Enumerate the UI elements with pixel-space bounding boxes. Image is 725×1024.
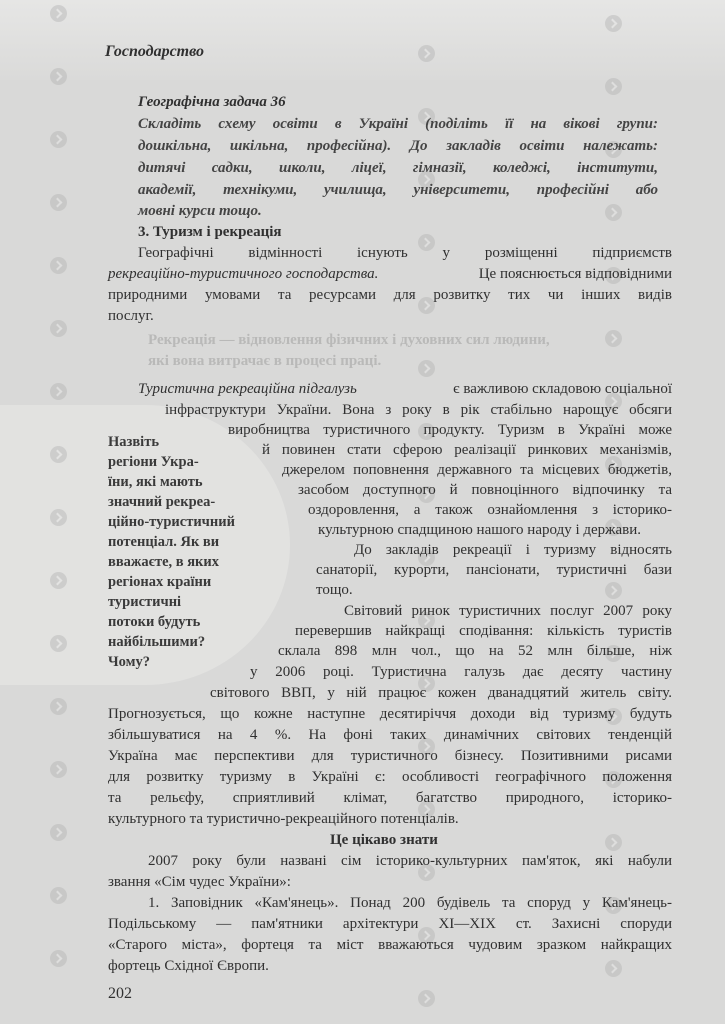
task-line: мовні курси тощо. xyxy=(138,203,262,219)
text-line: та рельєфу, сприятливий клімат, багатство природного, історико- xyxy=(108,790,672,806)
text-line: Україна має перспективи для туристичного бізнесу. Позитивними рисами xyxy=(108,748,672,764)
text-line: світового ВВП, у ній працює кожен дванадцятий житель світу. xyxy=(210,685,672,701)
sidebar-question-line: їни, які мають xyxy=(108,474,203,490)
text-line: оздоровлення, а також ознайомлення з історико- xyxy=(308,502,672,518)
text-line: До закладів рекреації і туризму відносять xyxy=(354,542,672,558)
watermark-logo-icon xyxy=(50,194,67,211)
text-line: тощо. xyxy=(316,582,353,598)
text-line: культурного та туристично-рекреаційного потенціалів. xyxy=(108,811,459,827)
watermark-logo-icon xyxy=(605,204,622,221)
watermark-logo-icon xyxy=(50,131,67,148)
watermark-logo-icon xyxy=(50,824,67,841)
text-line: й повинен стати сферою реалізації ринкових механізмів, xyxy=(262,442,672,458)
italic-term: рекреаційно-туристичного господарства. xyxy=(108,266,379,282)
fact-line: 2007 року були названі сім історико-культурних пам'яток, які набули xyxy=(148,853,672,869)
watermark-logo-icon xyxy=(50,950,67,967)
text-span: є важливою складовою соціальної xyxy=(453,381,672,397)
fact-line: фортець Східної Європи. xyxy=(108,958,269,974)
watermark-logo-icon xyxy=(418,360,435,377)
text-line: Прогнозується, що кожне наступне десятиріччя доходи від туризму будуть xyxy=(108,706,672,722)
sidebar-question-line: потоки будуть xyxy=(108,614,201,630)
sidebar-question-line: ційно-туристичний xyxy=(108,514,235,530)
text-line: виробництва туристичного продукту. Туризм в Україні може xyxy=(228,422,672,438)
watermark-logo-icon xyxy=(605,582,622,599)
fact-line: «Старого міста», фортеця та міст вважаються чудовим зразком найкращих xyxy=(108,937,672,953)
watermark-logo-icon xyxy=(50,887,67,904)
text-line: для розвитку туризму в Україні є: особливості географічного положення xyxy=(108,769,672,785)
sidebar-question-line: регіонах країни xyxy=(108,574,212,590)
text-line: санаторії, курорти, пансіонати, туристичні бази xyxy=(316,562,672,578)
watermark-logo-icon xyxy=(50,383,67,400)
task-line: академії, технікуми, училища, університети, професійні або xyxy=(138,182,658,198)
italic-term: Туристична рекреаційна підгалузь xyxy=(138,381,357,397)
watermark-logo-icon xyxy=(50,257,67,274)
text-line xyxy=(138,379,672,399)
task-line: дошкільна, шкільна, професійна). До закладів освіти належать: xyxy=(138,138,658,154)
header-band xyxy=(0,0,725,80)
watermark-logo-icon xyxy=(605,330,622,347)
text-line: засобом доступного й повноцінного відпочинку та xyxy=(298,482,672,498)
fact-heading: Це цікаво знати xyxy=(330,832,438,848)
fact-line: 1. Заповідник «Кам'янець». Понад 200 будівель та споруд у Кам'янець- xyxy=(148,895,672,911)
sidebar-question-line: вважаєте, в яких xyxy=(108,554,220,570)
task-line: Складіть схему освіти в Україні (поділіть її на вікові групи: xyxy=(138,116,658,132)
watermark-logo-icon xyxy=(605,78,622,95)
section-heading: 3. Туризм і рекреація xyxy=(138,224,282,240)
text-line: Світовий ринок туристичних послуг 2007 року xyxy=(344,603,672,619)
watermark-logo-icon xyxy=(50,761,67,778)
sidebar-question-line: значний рекреа- xyxy=(108,494,216,510)
text-line: джерелом поповнення державного та місцевих бюджетів, xyxy=(282,462,672,478)
sidebar-question-line: Назвіть xyxy=(108,434,160,450)
watermark-logo-icon xyxy=(418,990,435,1007)
text-line: у 2006 році. Туристична галузь дає десяту частину xyxy=(250,664,672,680)
definition-callout-line: які вона витрачає в процесі праці. xyxy=(148,353,382,369)
sidebar-question-line: потенціал. Як ви xyxy=(108,534,220,550)
task-title: Географічна задача 36 xyxy=(138,94,286,110)
text-line: склала 898 млн чол., що на 52 млн більше, ніж xyxy=(278,643,672,659)
watermark-logo-icon xyxy=(605,960,622,977)
text-span: Це пояснюється відповідними xyxy=(478,266,672,282)
watermark-logo-icon xyxy=(50,320,67,337)
watermark-logo-icon xyxy=(50,698,67,715)
fact-line: Подільському — пам'ятники архітектури XI—XIX ст. Захисні споруди xyxy=(108,916,672,932)
running-title: Господарство xyxy=(105,43,205,60)
text-line: перевершив найкращі сподівання: кількість туристів xyxy=(295,623,672,639)
text-line xyxy=(108,264,672,284)
sidebar-question-line: туристичні xyxy=(108,594,182,610)
sidebar-question-line: Чому? xyxy=(108,654,150,670)
fact-line: звання «Сім чудес України»: xyxy=(108,874,291,890)
sidebar-question-line: найбільшими? xyxy=(108,634,206,650)
text-line: послуг. xyxy=(108,308,154,324)
page-number: 202 xyxy=(108,985,132,1002)
text-line: інфраструктури України. Вона з року в рік стабільно нарощує обсяги xyxy=(165,402,672,418)
text-line: збільшуватися на 4 %. На фоні таких динамічних світових тенденцій xyxy=(108,727,672,743)
watermark-logo-icon xyxy=(605,834,622,851)
text-line: природними умовами та ресурсами для розвитку тих чи інших видів xyxy=(108,287,672,303)
task-line: дитячі садки, школи, ліцеї, гімназії, коледжі, інститути, xyxy=(138,160,658,176)
text-line: Географічні відмінності існують у розміщенні підприємств xyxy=(138,245,672,261)
sidebar-question-line: регіони Укра- xyxy=(108,454,199,470)
text-line: культурною спадщиною нашого народу і держави. xyxy=(318,522,642,538)
definition-callout-line: Рекреація — відновлення фізичних і духовних сил людини, xyxy=(148,332,550,348)
